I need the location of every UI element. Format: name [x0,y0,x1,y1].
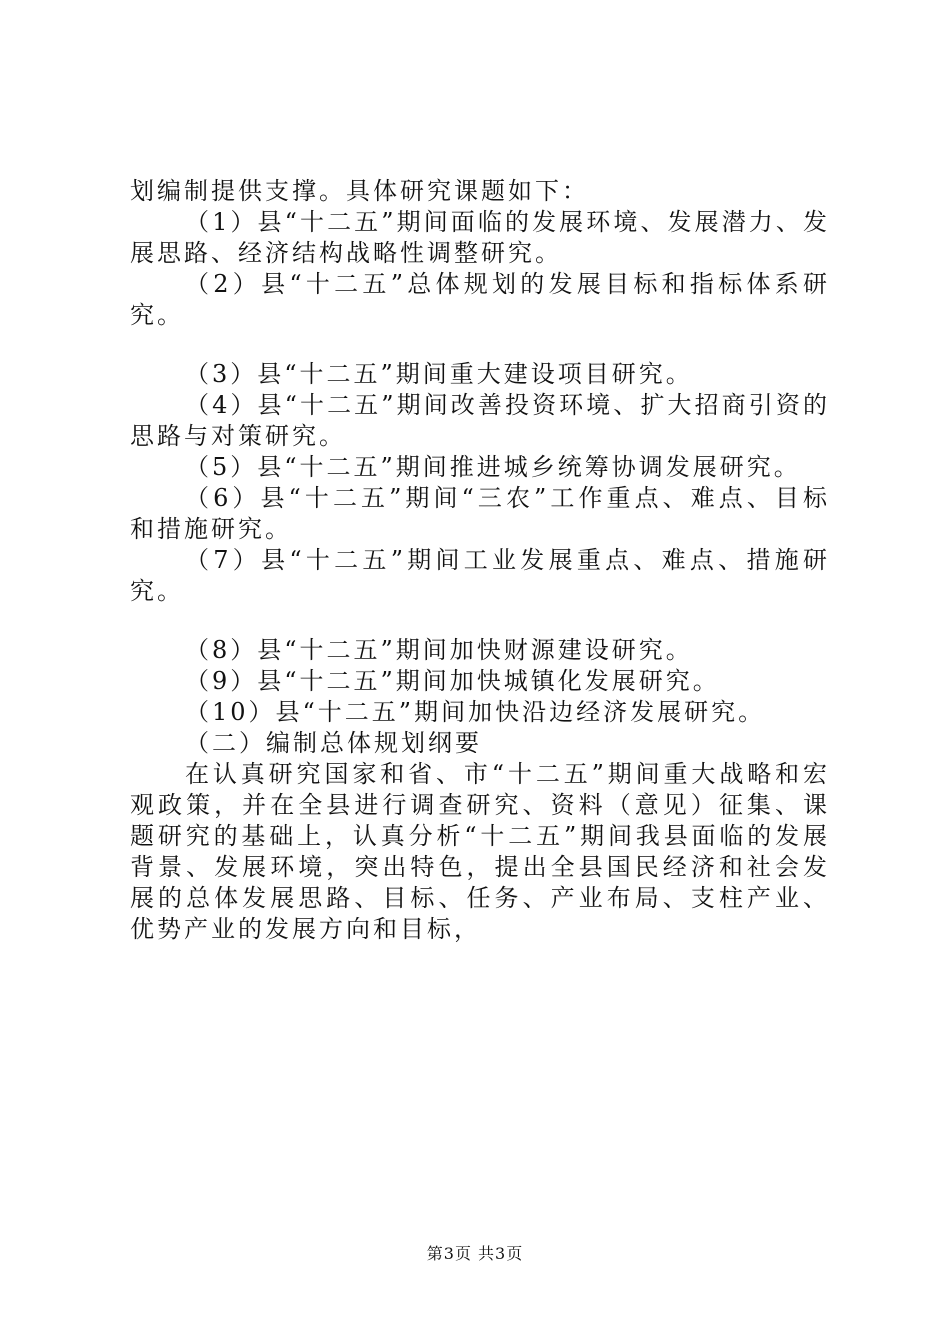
section-heading: （二）编制总体规划纲要 [185,729,482,757]
document-body [130,176,830,945]
paragraph-topic-3: （3）县“十二五”期间重大建设项目研究。 [185,360,693,388]
paragraph-topic-10: （10）县“十二五”期间加快沿边经济发展研究。 [185,698,766,726]
paragraph-topic-8: （8）县“十二五”期间加快财源建设研究。 [185,636,693,664]
paragraph-topic-5: （5）县“十二五”期间推进城乡统筹协调发展研究。 [185,453,801,481]
paragraph-topic-1: （1）县“十二五”期间面临的发展环境、发展潜力、发展思路、经济结构战略性调整研究。 [130,208,830,267]
paragraph-topic-7: （7）县“十二五”期间工业发展重点、难点、措施研究。 [130,546,830,605]
paragraph-intro: 划编制提供支撑。具体研究课题如下： [130,177,589,205]
paragraph-topic-2: （2）县“十二五”总体规划的发展目标和指标体系研究。 [130,270,830,329]
paragraph-topic-4: （4）县“十二五”期间改善投资环境、扩大招商引资的思路与对策研究。 [130,391,830,450]
page-footer: 第3页 共3页 [426,1244,524,1263]
paragraph-topic-9: （9）县“十二五”期间加快城镇化发展研究。 [185,667,720,695]
paragraph-topic-6: （6）县“十二五”期间“三农”工作重点、难点、目标和措施研究。 [130,484,830,543]
paragraph-body: 在认真研究国家和省、市“十二五”期间重大战略和宏观政策，并在全县进行调查研究、资料（意见）征集、课题研究的基础上，认真分析“十二五”期间我县面临的发展背景、发展环境，突出特色，提出全县国民经济和社会发展的总体发展思路、目标、任务、产业布局、支柱产业、优势产业的发展方向和目标， [130,760,830,943]
